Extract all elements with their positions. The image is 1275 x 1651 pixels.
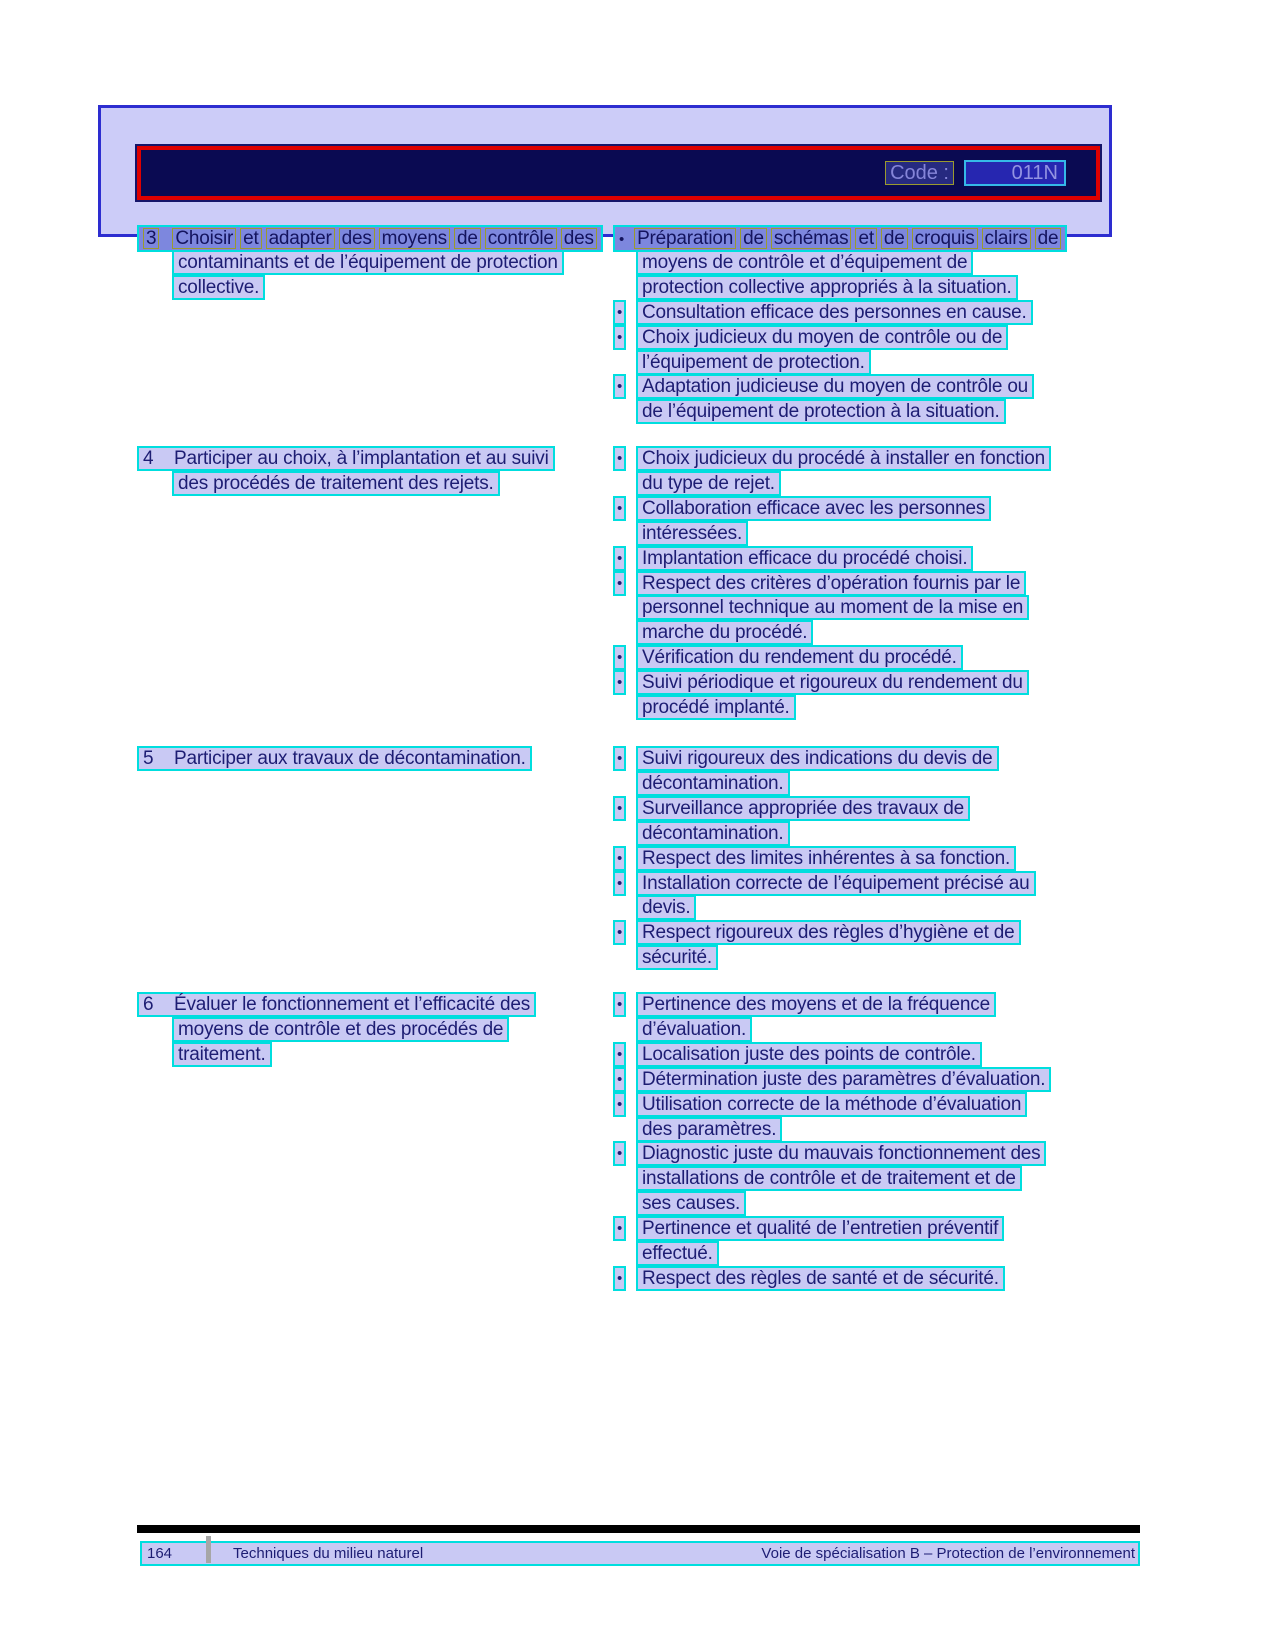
criterion-line: Pertinence et qualité de l’entretien préventif xyxy=(636,1216,1004,1241)
criterion-line: ses causes. xyxy=(636,1191,746,1216)
competency-number: 5 xyxy=(143,748,154,769)
footer-left-text: Techniques du milieu naturel xyxy=(233,1545,424,1562)
criterion-line: protection collective appropriés à la situation. xyxy=(636,275,1018,300)
title-bar xyxy=(137,146,1100,200)
word-box: de xyxy=(740,228,767,249)
criterion-line: d’évaluation. xyxy=(636,1017,752,1042)
word-box: de xyxy=(454,228,481,249)
word-box: de xyxy=(881,228,908,249)
word-box: Préparation xyxy=(634,228,736,249)
bullet-icon: • xyxy=(619,231,625,248)
criterion-line: Choix judicieux du procédé à installer en fonction xyxy=(636,446,1051,471)
footer xyxy=(140,1541,1140,1566)
criterion-line: marche du procédé. xyxy=(636,620,813,645)
footer-right-text: Voie de spécialisation B – Protection de l’environnement xyxy=(761,1545,1135,1562)
criterion-line: Vérification du rendement du procédé. xyxy=(636,645,963,670)
criterion-line: Pertinence des moyens et de la fréquence xyxy=(636,992,996,1017)
bullet-icon: • xyxy=(613,300,626,325)
competency-number: 3 xyxy=(143,228,159,249)
word-box: adapter xyxy=(266,228,335,249)
criterion-line: installations de contrôle et de traitement et de xyxy=(636,1166,1022,1191)
criterion-line: intéressées. xyxy=(636,521,748,546)
criterion-line: l’équipement de protection. xyxy=(636,350,871,375)
bullet-icon: • xyxy=(613,1042,626,1067)
criterion-line: Détermination juste des paramètres d’évaluation. xyxy=(636,1067,1051,1092)
footer-divider xyxy=(206,1536,211,1563)
objective-first-line: 6 Évaluer le fonctionnement et l’efficacité des xyxy=(137,992,536,1017)
bullet-icon: • xyxy=(613,446,626,471)
bullet-icon: • xyxy=(613,1216,626,1241)
criterion-line: Implantation efficace du procédé choisi. xyxy=(636,546,973,571)
word-box: des xyxy=(561,228,597,249)
criterion-line: Respect rigoureux des règles d’hygiène et de xyxy=(636,920,1021,945)
word-box: clairs xyxy=(982,228,1031,249)
objective-first-line xyxy=(137,225,603,252)
criterion-line: sécurité. xyxy=(636,945,718,970)
bullet-icon: • xyxy=(613,796,626,821)
bullet-icon: • xyxy=(613,571,626,596)
bullet-icon: • xyxy=(613,325,626,350)
criterion-line: Surveillance appropriée des travaux de xyxy=(636,796,970,821)
code-label: Code : xyxy=(885,161,954,185)
competency-number: 4 xyxy=(143,448,154,469)
bullet-icon: • xyxy=(613,1141,626,1166)
bullet-icon: • xyxy=(613,645,626,670)
word-box: et xyxy=(240,228,261,249)
criterion-line: Localisation juste des points de contrôle. xyxy=(636,1042,982,1067)
criterion-line: Collaboration efficace avec les personnes xyxy=(636,496,991,521)
word-box: Choisir xyxy=(172,228,236,249)
criterion-line: Adaptation judicieuse du moyen de contrôle ou xyxy=(636,374,1034,399)
criterion-line: des paramètres. xyxy=(636,1117,782,1142)
criterion-line: moyens de contrôle et d’équipement de xyxy=(636,250,973,275)
criterion-line: personnel technique au moment de la mise en xyxy=(636,595,1029,620)
word-box: schémas xyxy=(771,228,852,249)
objective-line: collective. xyxy=(172,275,265,300)
code-value: 011N xyxy=(964,160,1066,186)
criterion-line: décontamination. xyxy=(636,771,790,796)
word-box: des xyxy=(339,228,375,249)
objective-line: moyens de contrôle et des procédés de xyxy=(172,1017,509,1042)
objective-first-line: 4 Participer au choix, à l’implantation et au suivi xyxy=(137,446,555,471)
criterion-line: de l’équipement de protection à la situation. xyxy=(636,399,1006,424)
word-box: et xyxy=(855,228,876,249)
word-box: de xyxy=(1035,228,1062,249)
criterion-line: Diagnostic juste du mauvais fonctionnement des xyxy=(636,1141,1046,1166)
header-panel xyxy=(98,105,1112,237)
word-box: contrôle xyxy=(485,228,557,249)
criterion-line: décontamination. xyxy=(636,821,790,846)
bullet-icon: • xyxy=(613,1266,626,1291)
objective-first-line: 5 Participer aux travaux de décontamination. xyxy=(137,746,532,771)
criterion-line: devis. xyxy=(636,895,696,920)
word-box: croquis xyxy=(912,228,978,249)
criterion-line: Consultation efficace des personnes en cause. xyxy=(636,300,1033,325)
bullet-icon: • xyxy=(613,992,626,1017)
objective-line: traitement. xyxy=(172,1042,272,1067)
footer-rule xyxy=(137,1525,1140,1533)
objective-line: des procédés de traitement des rejets. xyxy=(172,471,500,496)
bullet-icon: • xyxy=(613,496,626,521)
criterion-line: Utilisation correcte de la méthode d’évaluation xyxy=(636,1092,1027,1117)
bullet-icon: • xyxy=(613,746,626,771)
criterion-line: Suivi périodique et rigoureux du rendement du xyxy=(636,670,1029,695)
objective-line: contaminants et de l’équipement de protection xyxy=(172,250,564,275)
criterion-line: Respect des règles de santé et de sécurité. xyxy=(636,1266,1005,1291)
criterion-line: Installation correcte de l’équipement précisé au xyxy=(636,871,1036,896)
criterion-line: Choix judicieux du moyen de contrôle ou de xyxy=(636,325,1008,350)
competency-number: 6 xyxy=(143,994,154,1015)
bullet-icon: • xyxy=(613,846,626,871)
criterion-line: Suivi rigoureux des indications du devis de xyxy=(636,746,999,771)
criterion-line: procédé implanté. xyxy=(636,695,796,720)
criterion-line: effectué. xyxy=(636,1241,719,1266)
bullet-icon: • xyxy=(613,374,626,399)
bullet-icon: • xyxy=(613,670,626,695)
bullet-icon: • xyxy=(613,1092,626,1117)
word-box: moyens xyxy=(379,228,450,249)
criterion-line: Respect des critères d’opération fournis par le xyxy=(636,571,1026,596)
bullet-icon: • xyxy=(613,1067,626,1092)
page-number: 164 xyxy=(147,1545,173,1562)
criterion-line: du type de rejet. xyxy=(636,471,781,496)
bullet-icon: • xyxy=(613,871,626,896)
bullet-icon: • xyxy=(613,920,626,945)
criterion-line: Respect des limites inhérentes à sa fonction. xyxy=(636,846,1016,871)
criterion-first-line xyxy=(613,225,1067,252)
bullet-icon: • xyxy=(613,546,626,571)
